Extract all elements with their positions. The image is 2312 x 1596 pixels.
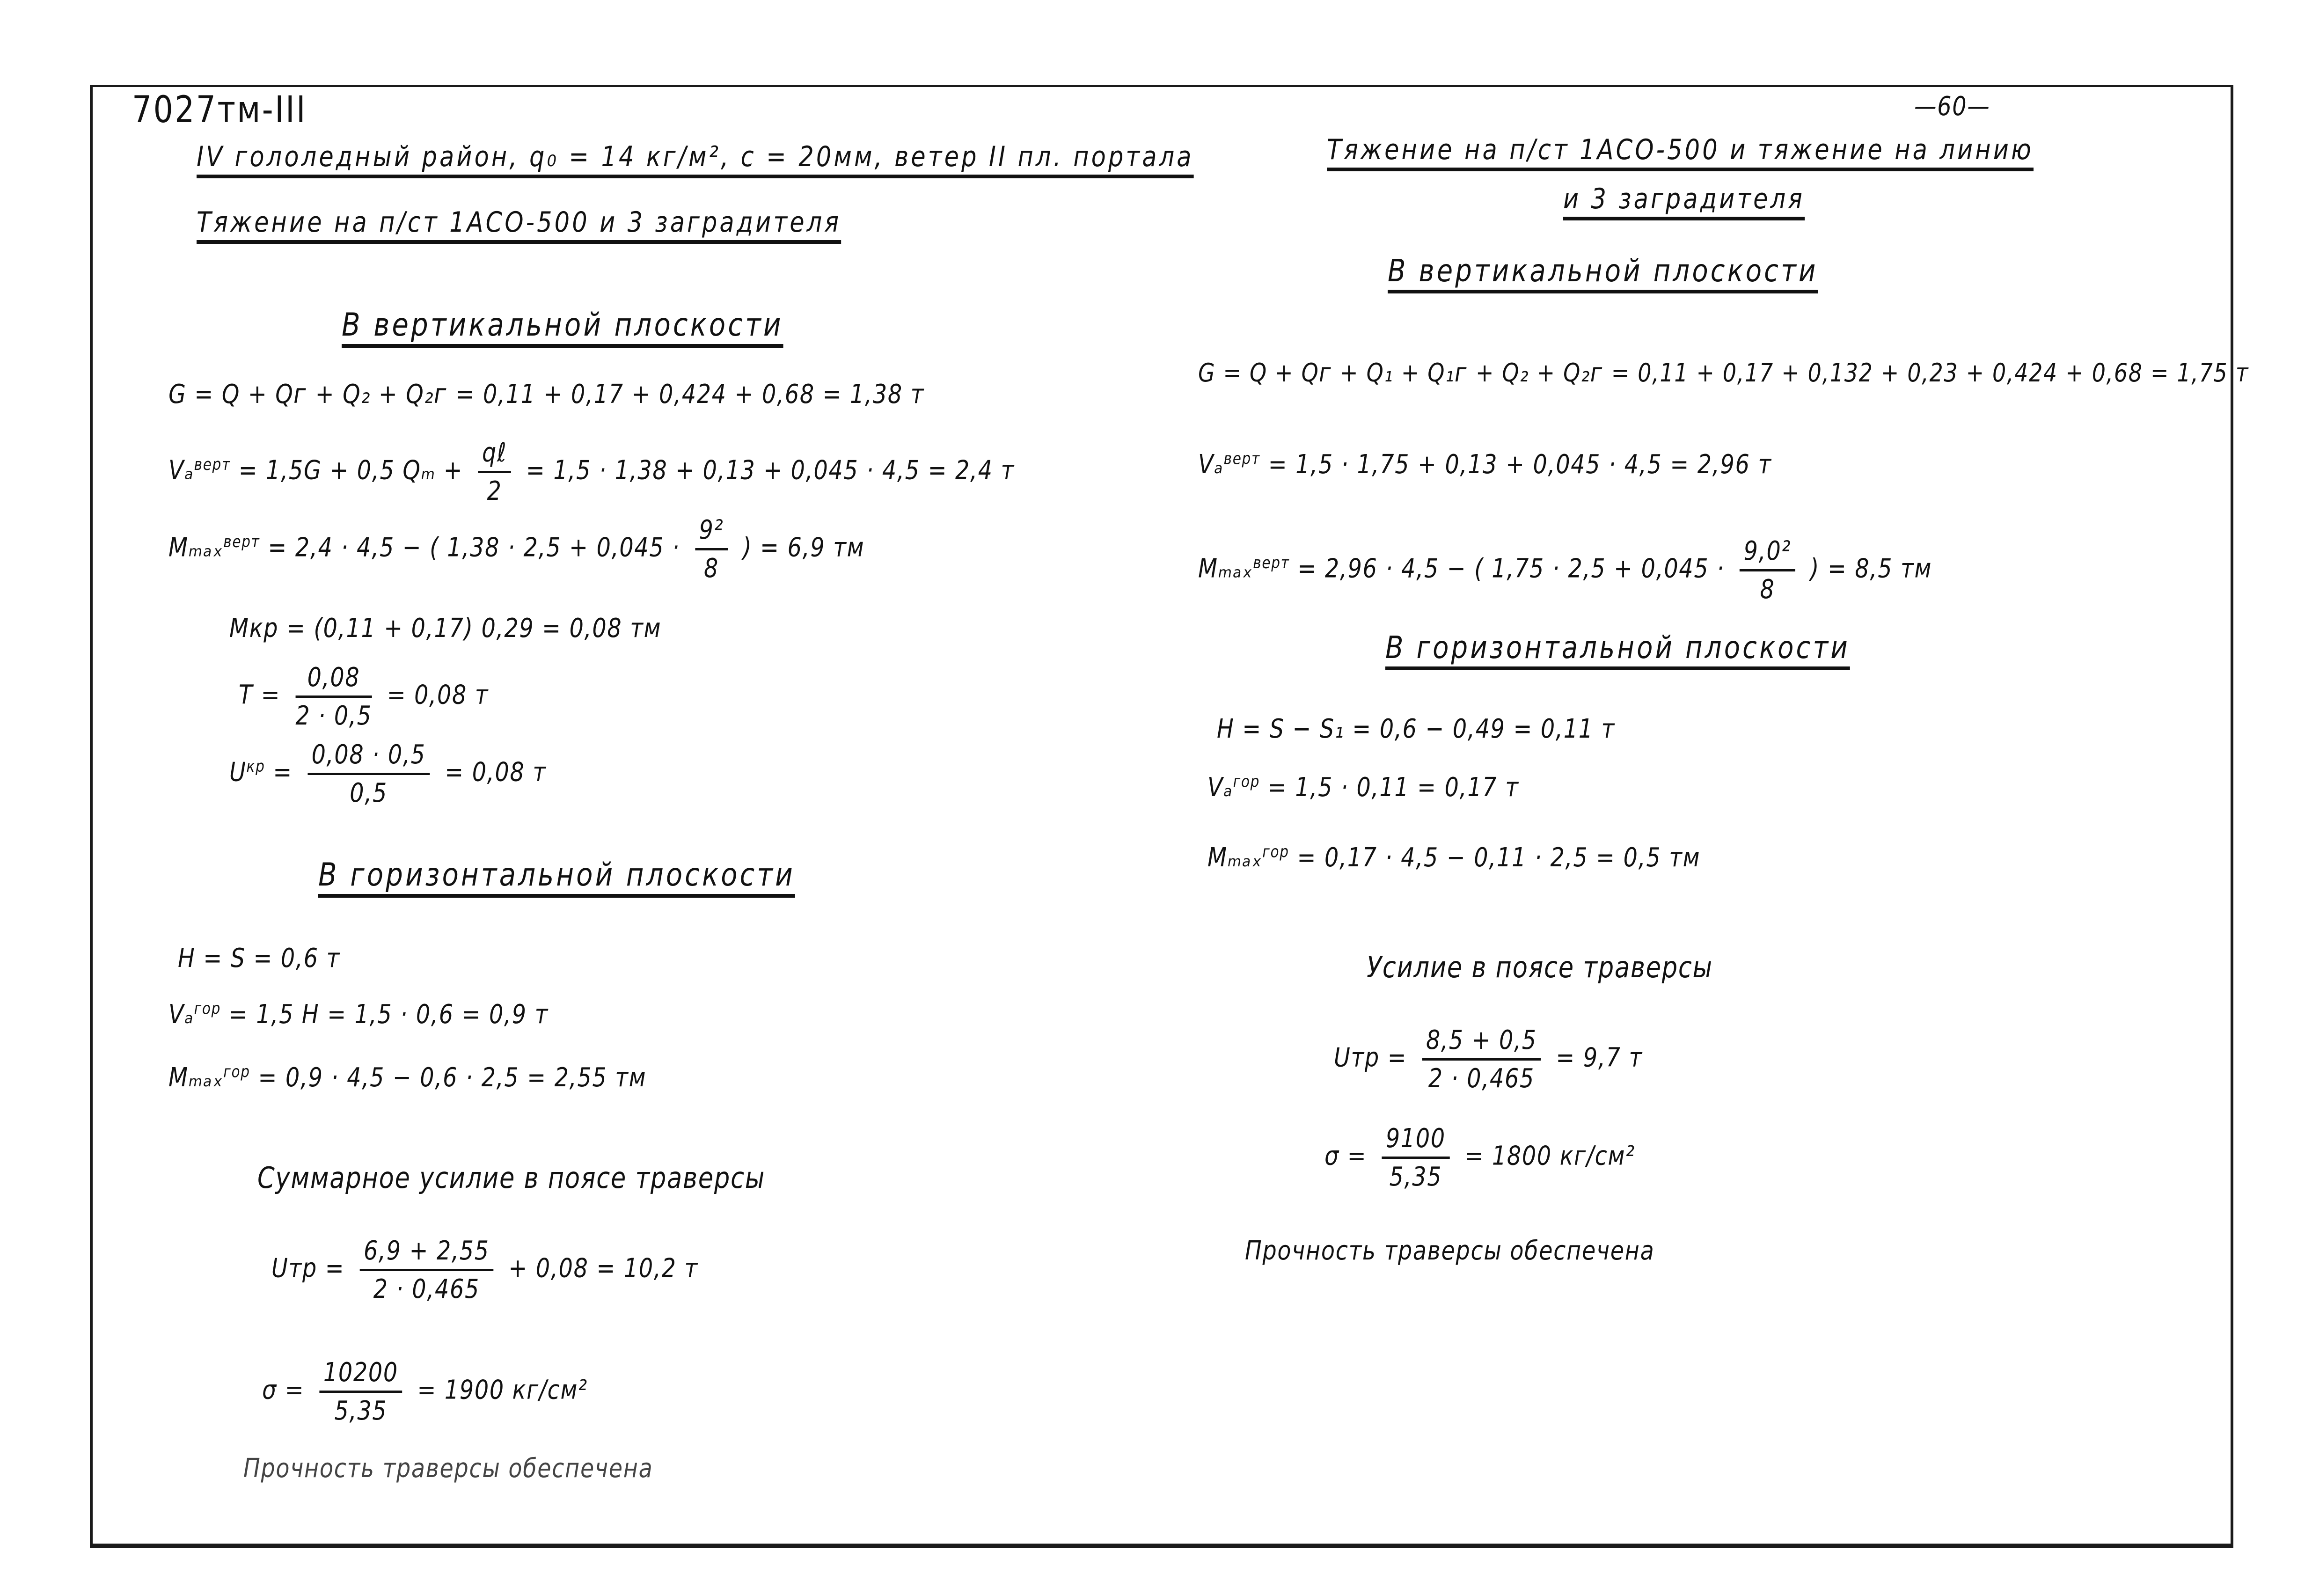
fraction: $\frac{8,5 + 0,5}{2 \cdot 0,465}$ xyxy=(1422,1025,1541,1094)
fraction: $\frac{\text{qℓ}}{2}$ xyxy=(478,438,511,506)
fraction: $\frac{\text{9²}}{8}$ xyxy=(695,515,728,584)
page-frame xyxy=(90,85,2233,1548)
fraction: $\frac{0,08 \cdot 0,5}{0,5}$ xyxy=(307,739,430,808)
left-formula-Mmax-hor: Mₘₐₓ$^{гор}$ = 0,9 · 4,5 − 0,6 · 2,5 = 2,55 тм xyxy=(168,1062,647,1093)
left-summary-title: Суммарное усилие в поясе траверсы xyxy=(257,1161,766,1195)
left-heading-tension: Тяжение на п/ст 1АСО-500 и 3 заградителя xyxy=(197,206,841,239)
left-formula-T: T = $\frac{0,08}{2 \cdot 0,5}$ = 0,08 т xyxy=(239,662,489,731)
fraction: $\frac{6,9 + 2,55}{2 \cdot 0,465}$ xyxy=(359,1236,493,1304)
right-formula-H: H = S − S₁ = 0,6 − 0,49 = 0,11 т xyxy=(1217,714,1615,744)
left-formula-sigma: σ = $\frac{10200}{5,35}$ = 1900 кг/см² xyxy=(262,1357,588,1426)
fraction: $\frac{\text{9,0²}}{8}$ xyxy=(1740,536,1795,605)
right-conclusion: Прочность траверсы обеспечена xyxy=(1245,1236,1655,1266)
right-formula-VA-vert: Vₐ$^{верт}$ = 1,5 · 1,75 + 0,13 + 0,045 · 4,5 = 2,96 т xyxy=(1198,449,1772,480)
right-formula-G: G = Q + Qᴦ + Q₁ + Q₁ᴦ + Q₂ + Q₂ᴦ = 0,11 + 0,17 + 0,132 + 0,23 + 0,424 + 0,68 = 1,75 т xyxy=(1198,358,2249,388)
fraction: $\frac{0,08}{2 \cdot 0,5}$ xyxy=(295,662,372,731)
right-formula-Utr: Uтр = $\frac{8,5 + 0,5}{2 \cdot 0,465}$ = 9,7 т xyxy=(1334,1025,1643,1094)
lhs: Vₐ xyxy=(168,455,194,486)
right-heading-traps: и 3 заградителя xyxy=(1563,183,1805,215)
left-vertical-title: В вертикальной плоскости xyxy=(342,307,783,344)
left-formula-Mmax-vert: Mₘₐₓ$^{верт}$ = 2,4 · 4,5 − ( 1,38 · 2,5 + 0,045 · $\frac{\text{9²}}{8}$ ) = 6,9 тм xyxy=(168,515,865,584)
fraction: $\frac{9100}{5,35}$ xyxy=(1382,1123,1449,1192)
left-heading-conditions: IV гололедный район, q₀ = 14 кг/м², c = 20мм, ветер II пл. портала xyxy=(197,140,1194,173)
left-horizontal-title: В горизонтальной плоскости xyxy=(318,857,795,893)
right-formula-Mmax-hor: Mₘₐₓ$^{гор}$ = 0,17 · 4,5 − 0,11 · 2,5 = 0,5 тм xyxy=(1207,842,1701,873)
document-code: 7027тм-III xyxy=(132,89,307,131)
right-formula-Mmax-vert: Mₘₐₓ$^{верт}$ = 2,96 · 4,5 − ( 1,75 · 2,5 + 0,045 · $\frac{\text{9,0²}}{8}$ ) = 8,5 тм xyxy=(1198,536,1932,605)
left-formula-G: G = Q + Qᴦ + Q₂ + Q₂ᴦ = 0,11 + 0,17 + 0,424 + 0,68 = 1,38 т xyxy=(168,379,925,410)
right-summary-title: Усилие в поясе траверсы xyxy=(1367,950,1713,984)
right-formula-VA-hor: Vₐ$^{гор}$ = 1,5 · 0,11 = 0,17 т xyxy=(1207,772,1519,803)
left-formula-Mkr: Mкр = (0,11 + 0,17) 0,29 = 0,08 тм xyxy=(229,613,662,644)
left-formula-VA-hor: Vₐ$^{гор}$ = 1,5 H = 1,5 · 0,6 = 0,9 т xyxy=(168,999,549,1030)
right-horizontal-title: В горизонтальной плоскости xyxy=(1385,630,1850,666)
right-vertical-title: В вертикальной плоскости xyxy=(1388,253,1818,289)
right-heading-tension: Тяжение на п/ст 1АСО-500 и тяжение на линию xyxy=(1327,133,2034,166)
left-formula-H: H = S = 0,6 т xyxy=(178,943,340,974)
right-formula-sigma: σ = $\frac{9100}{5,35}$ = 1800 кг/см² xyxy=(1324,1123,1635,1192)
fraction: $\frac{10200}{5,35}$ xyxy=(319,1357,402,1426)
left-formula-Ukr: $U^{кр}$ = $\frac{0,08 \cdot 0,5}{0,5}$ = 0,08 т xyxy=(229,739,547,808)
page-number: —60— xyxy=(1914,91,1990,122)
left-conclusion: Прочность траверсы обеспечена xyxy=(243,1453,653,1484)
left-formula-Utr: Uтр = $\frac{6,9 + 2,55}{2 \cdot 0,465}$ + 0,08 = 10,2 т xyxy=(271,1236,698,1304)
left-formula-VA-vert: Vₐ$^{верт}$ = 1,5G + 0,5 Qₘ + $\frac{\text{qℓ}}{2}$ = 1,5 · 1,38 + 0,13 + 0,045 · 4,5 = 2,4 т xyxy=(168,438,1015,506)
